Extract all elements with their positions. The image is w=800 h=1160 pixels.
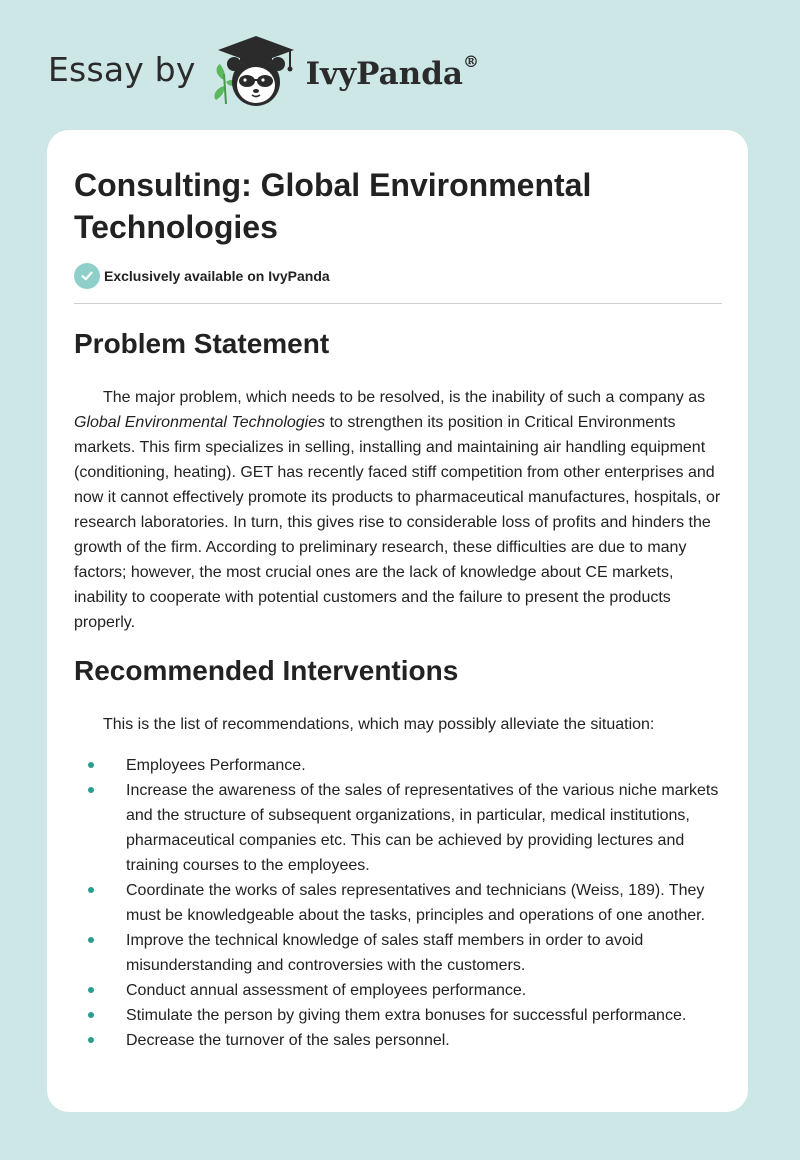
list-item [74, 778, 722, 878]
list-item-text: Conduct annual assessment of employees performance. [126, 982, 527, 999]
recommendations-list [74, 753, 722, 1053]
bullet-icon [88, 787, 94, 793]
recommended-interventions-heading: Recommended Interventions [74, 655, 459, 686]
page-title: Consulting: Global Environmental Technologies [74, 167, 592, 245]
list-item-text: Coordinate the works of sales representatives and technicians (Weiss, 189). They must be knowledgeable about the tasks, principles and operations of one another. [126, 882, 706, 924]
registered-mark: ® [462, 52, 479, 71]
bullet-icon [88, 1012, 94, 1018]
brand-name-text: IvyPanda [305, 56, 463, 92]
brand-header [48, 34, 479, 110]
brand-prefix: Essay by [48, 49, 196, 89]
list-item-text: Employees Performance. [126, 757, 306, 774]
list-item [74, 978, 722, 1003]
list-item-text: Improve the technical knowledge of sales staff members in order to avoid misunderstanding and controversies with the customers. [126, 932, 644, 974]
list-item-text: Increase the awareness of the sales of representatives of the various niche markets and the structure of subsequent organizations, in particular, medical institutions, pharmaceutical companies etc. This can be achieved by providing lectures and training courses to the employees. [126, 782, 719, 874]
article-card [47, 130, 748, 1112]
check-circle-icon [74, 263, 100, 289]
divider [74, 303, 722, 304]
list-item-text: Decrease the turnover of the sales personnel. [126, 1032, 450, 1049]
company-name-emphasis: Global Environmental Technologies [74, 414, 326, 431]
list-item-text: Stimulate the person by giving them extra bonuses for successful performance. [126, 1007, 687, 1024]
paragraph-text-start: The major problem, which needs to be resolved, is the inability of such a company as [103, 389, 706, 406]
recommendations-intro: This is the list of recommendations, which may possibly alleviate the situation: [103, 716, 655, 733]
problem-statement-heading: Problem Statement [74, 328, 330, 359]
list-item [74, 878, 722, 928]
list-item [74, 928, 722, 978]
list-item [74, 1028, 722, 1053]
bullet-icon [88, 937, 94, 943]
list-item [74, 1003, 722, 1028]
brand-name [305, 52, 479, 92]
bullet-icon [88, 887, 94, 893]
list-item [74, 753, 722, 778]
bullet-icon [88, 762, 94, 768]
paragraph-text-end: to strengthen its position in Critical Environments markets. This firm specializes in selling, installing and maintaining air handling equipment (conditioning, heating). GET has recently faced stiff competition from other enterprises and now it cannot effectively promote its products to pharmaceutical manufactures, hospitals, or research laboratories. In turn, this gives rise to considerable loss of profits and hinders the growth of the firm. According to preliminary research, these difficulties are due to many factors; however, the most crucial ones are the lack of knowledge about CE markets, inability to cooperate with potential customers and the failure to present the products properly. [74, 414, 721, 631]
bullet-icon [88, 1037, 94, 1043]
bullet-icon [88, 987, 94, 993]
exclusive-badge-label: Exclusively available on IvyPanda [104, 268, 330, 284]
exclusive-badge [74, 263, 330, 289]
panda-logo-icon [210, 34, 302, 110]
problem-statement-paragraph [74, 385, 722, 635]
